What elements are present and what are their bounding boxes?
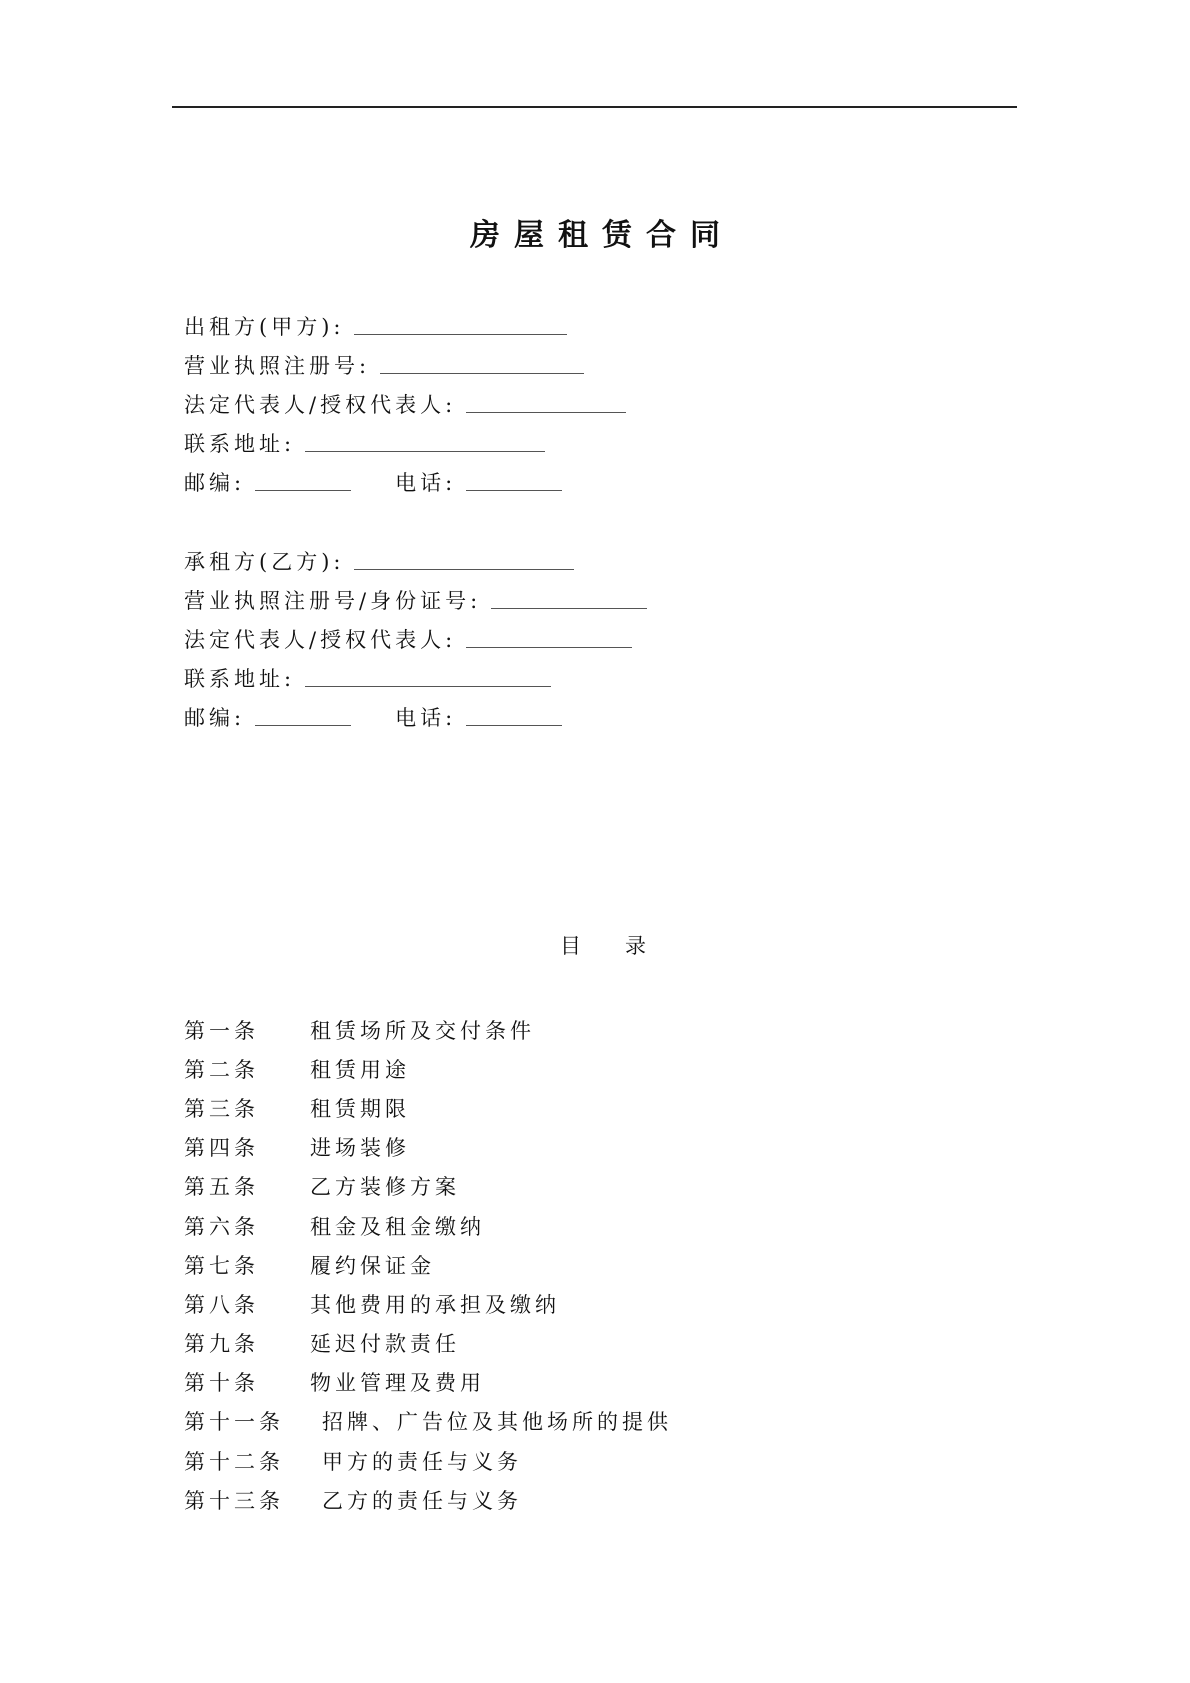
toc-item[interactable] xyxy=(184,1363,672,1402)
lessee-postcode-label: 邮编: xyxy=(184,706,246,730)
header-rule xyxy=(172,106,1017,108)
lessee-postcode-field[interactable] xyxy=(255,724,351,726)
toc-item[interactable] xyxy=(184,1128,672,1167)
lessee-rep-field[interactable] xyxy=(466,646,632,648)
toc-item-number: 第十条 xyxy=(184,1371,259,1396)
toc-item-title: 乙方的责任与义务 xyxy=(322,1488,522,1513)
lessee-party-line xyxy=(184,537,647,576)
toc-item[interactable] xyxy=(184,1245,672,1284)
lessee-contact-line xyxy=(184,693,647,732)
lessor-rep-line xyxy=(184,380,626,419)
toc-item-title: 延迟付款责任 xyxy=(310,1332,460,1357)
toc-item-number: 第十一条 xyxy=(184,1410,284,1435)
toc-item[interactable] xyxy=(184,1284,672,1323)
toc-item-number: 第十三条 xyxy=(184,1488,284,1513)
lessor-address-line xyxy=(184,419,626,458)
toc-item[interactable] xyxy=(184,1324,672,1363)
toc-item-number: 第四条 xyxy=(184,1136,259,1161)
toc-list xyxy=(184,1010,672,1519)
toc-item-title: 进场装修 xyxy=(310,1136,410,1161)
toc-item[interactable] xyxy=(184,1206,672,1245)
lessor-postcode-label: 邮编: xyxy=(184,471,246,495)
lessor-license-label: 营业执照注册号: xyxy=(184,354,371,378)
toc-item-title: 甲方的责任与义务 xyxy=(322,1449,522,1474)
toc-item-number: 第五条 xyxy=(184,1175,259,1200)
toc-item-number: 第三条 xyxy=(184,1096,259,1121)
lessee-party-label: 承租方(乙方): xyxy=(184,550,345,574)
toc-item-title: 乙方装修方案 xyxy=(310,1175,460,1200)
lessor-section xyxy=(184,302,626,497)
toc-item-title: 履约保证金 xyxy=(310,1253,435,1278)
toc-item-title: 其他费用的承担及缴纳 xyxy=(310,1292,560,1317)
lessor-rep-label: 法定代表人/授权代表人: xyxy=(184,393,457,417)
lessor-phone-field[interactable] xyxy=(466,489,562,491)
lessor-address-field[interactable] xyxy=(305,450,545,452)
toc-item-number: 第七条 xyxy=(184,1253,259,1278)
toc-item-title: 租赁用途 xyxy=(310,1057,410,1082)
toc-item[interactable] xyxy=(184,1088,672,1127)
lessee-rep-line xyxy=(184,615,647,654)
lessee-address-field[interactable] xyxy=(305,685,551,687)
lessor-postcode-field[interactable] xyxy=(255,489,351,491)
toc-item-title: 租赁场所及交付条件 xyxy=(310,1018,535,1043)
lessor-contact-line xyxy=(184,458,626,497)
lessor-address-label: 联系地址: xyxy=(184,432,296,456)
lessor-license-field[interactable] xyxy=(380,372,584,374)
lessee-address-label: 联系地址: xyxy=(184,667,296,691)
lessor-license-line xyxy=(184,341,626,380)
lessee-phone-field[interactable] xyxy=(466,724,562,726)
lessor-party-line xyxy=(184,302,626,341)
toc-item-number: 第九条 xyxy=(184,1332,259,1357)
toc-heading-char-2: 录 xyxy=(625,934,646,958)
lessor-party-label: 出租方(甲方): xyxy=(184,315,345,339)
lessor-phone-label: 电话: xyxy=(395,471,457,495)
toc-item[interactable] xyxy=(184,1167,672,1206)
lessee-license-label: 营业执照注册号/身份证号: xyxy=(184,589,482,613)
toc-item[interactable] xyxy=(184,1402,672,1441)
toc-item[interactable] xyxy=(184,1049,672,1088)
lessor-party-field[interactable] xyxy=(354,333,567,335)
toc-item-number: 第八条 xyxy=(184,1292,259,1317)
lessee-phone-label: 电话: xyxy=(395,706,457,730)
toc-heading xyxy=(560,930,646,960)
toc-item[interactable] xyxy=(184,1480,672,1519)
toc-item-number: 第二条 xyxy=(184,1057,259,1082)
lessee-address-line xyxy=(184,654,647,693)
toc-item-number: 第十二条 xyxy=(184,1449,284,1474)
toc-item[interactable] xyxy=(184,1441,672,1480)
toc-item-number: 第一条 xyxy=(184,1018,259,1043)
lessee-rep-label: 法定代表人/授权代表人: xyxy=(184,628,457,652)
document-title: 房屋租赁合同 xyxy=(470,218,734,253)
toc-item-title: 租赁期限 xyxy=(310,1096,410,1121)
lessee-license-field[interactable] xyxy=(491,607,647,609)
toc-item-title: 物业管理及费用 xyxy=(310,1371,485,1396)
lessor-rep-field[interactable] xyxy=(466,411,626,413)
lessee-section xyxy=(184,537,647,732)
toc-item-title: 租金及租金缴纳 xyxy=(310,1214,485,1239)
lessee-party-field[interactable] xyxy=(354,568,574,570)
toc-item-number: 第六条 xyxy=(184,1214,259,1239)
toc-item[interactable] xyxy=(184,1010,672,1049)
toc-heading-char-1: 目 xyxy=(560,934,581,958)
toc-item-title: 招牌、广告位及其他场所的提供 xyxy=(322,1410,672,1435)
lessee-license-line xyxy=(184,576,647,615)
